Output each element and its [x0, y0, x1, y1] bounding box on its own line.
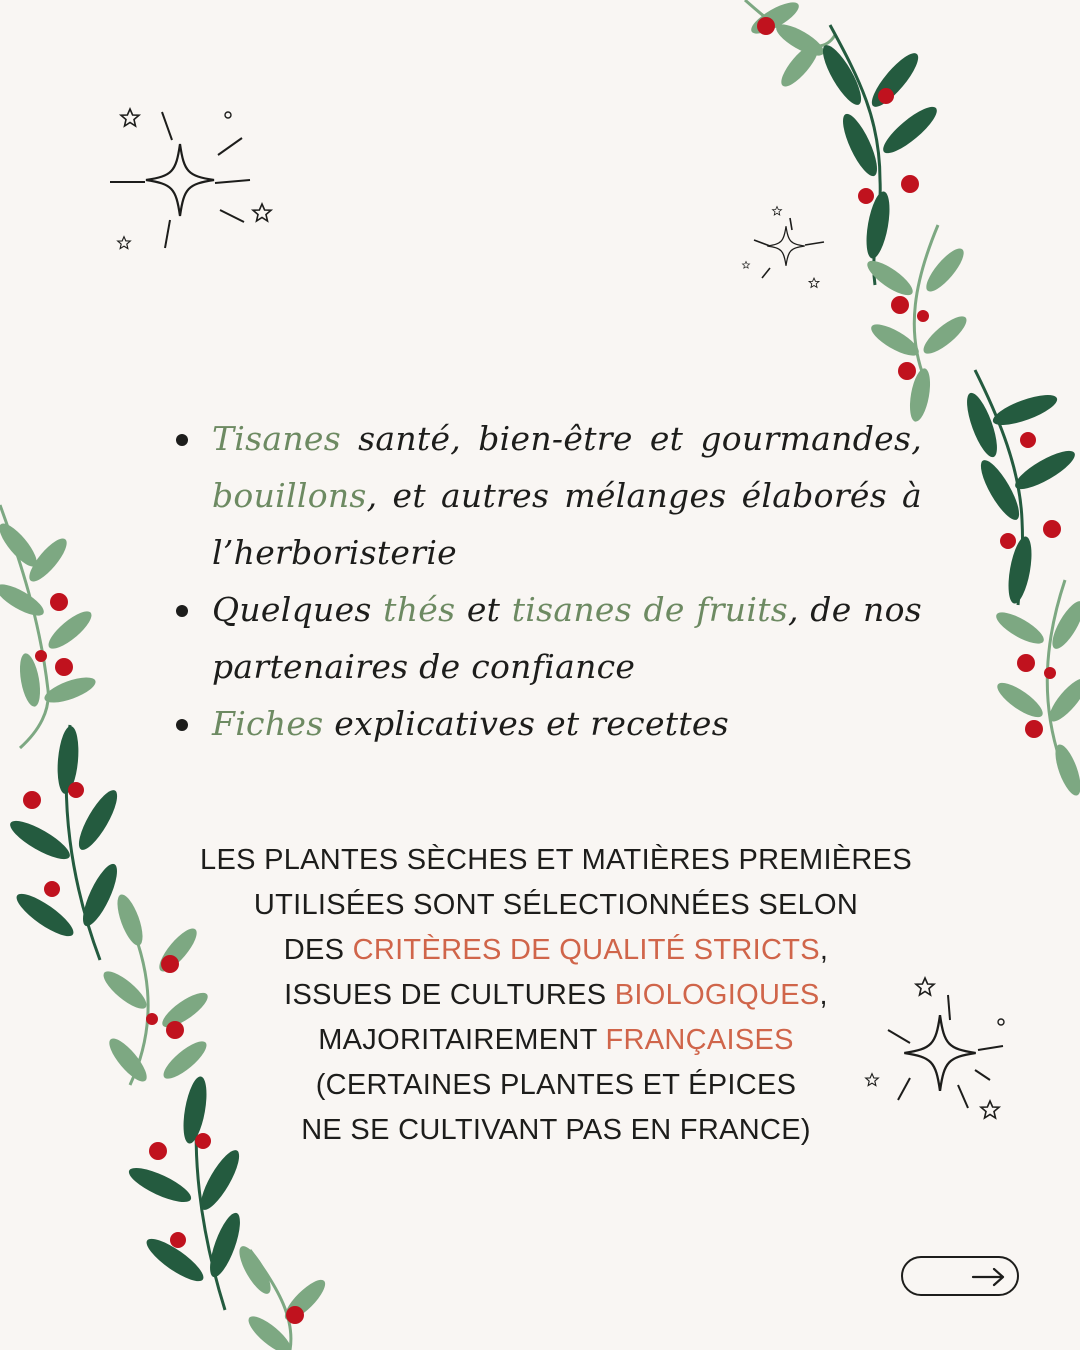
- sparkle-icon: [110, 109, 271, 249]
- highlight-text: thés: [383, 590, 456, 629]
- statement-text: MAJORITAIREMENT: [318, 1024, 606, 1056]
- body-text: et: [455, 590, 512, 629]
- product-list: [170, 410, 922, 752]
- statement-line: (CERTAINES PLANTES ET ÉPICES: [315, 1069, 797, 1101]
- statement-text: ,: [819, 979, 828, 1011]
- arrow-right-icon: [971, 1266, 1007, 1288]
- body-text: santé, bien-être et gourmandes,: [341, 419, 922, 458]
- statement-text: ISSUES DE CULTURES: [284, 979, 615, 1011]
- highlight-text: bouillons: [212, 476, 367, 515]
- quality-statement: [180, 838, 932, 1153]
- highlight-text: Fiches: [212, 704, 324, 743]
- statement-highlight: CRITÈRES DE QUALITÉ STRICTS: [352, 934, 820, 966]
- statement-highlight: FRANÇAISES: [605, 1024, 794, 1056]
- statement-text: ,: [819, 934, 829, 966]
- list-item: [170, 581, 922, 695]
- body-text: , et autres mélanges élaborés à l’herboristerie: [212, 476, 922, 572]
- list-item: [170, 695, 922, 752]
- statement-line: LES PLANTES SÈCHES ET MATIÈRES PREMIÈRES: [200, 844, 912, 876]
- statement-text: DES: [283, 934, 353, 966]
- statement-highlight: BIOLOGIQUES: [614, 979, 820, 1011]
- bullet-dot: [176, 434, 188, 446]
- highlight-text: tisanes de fruits: [511, 590, 788, 629]
- next-button[interactable]: [901, 1256, 1019, 1296]
- statement-line: NE SE CULTIVANT PAS EN FRANCE): [301, 1114, 811, 1146]
- body-text: Quelques: [212, 590, 384, 629]
- list-item: [170, 410, 922, 581]
- bullet-dot: [176, 719, 188, 731]
- statement-line: [180, 1018, 932, 1063]
- statement-line: [180, 973, 932, 1018]
- body-text: explicatives et recettes: [323, 704, 729, 743]
- statement-line: UTILISÉES SONT SÉLECTIONNÉES SELON: [253, 889, 859, 921]
- body-text: , de nos partenaires de confiance: [212, 590, 922, 686]
- statement-line: [180, 928, 932, 973]
- bullet-dot: [176, 605, 188, 617]
- highlight-text: Tisanes: [212, 419, 341, 458]
- sparkle-icon: [742, 207, 824, 288]
